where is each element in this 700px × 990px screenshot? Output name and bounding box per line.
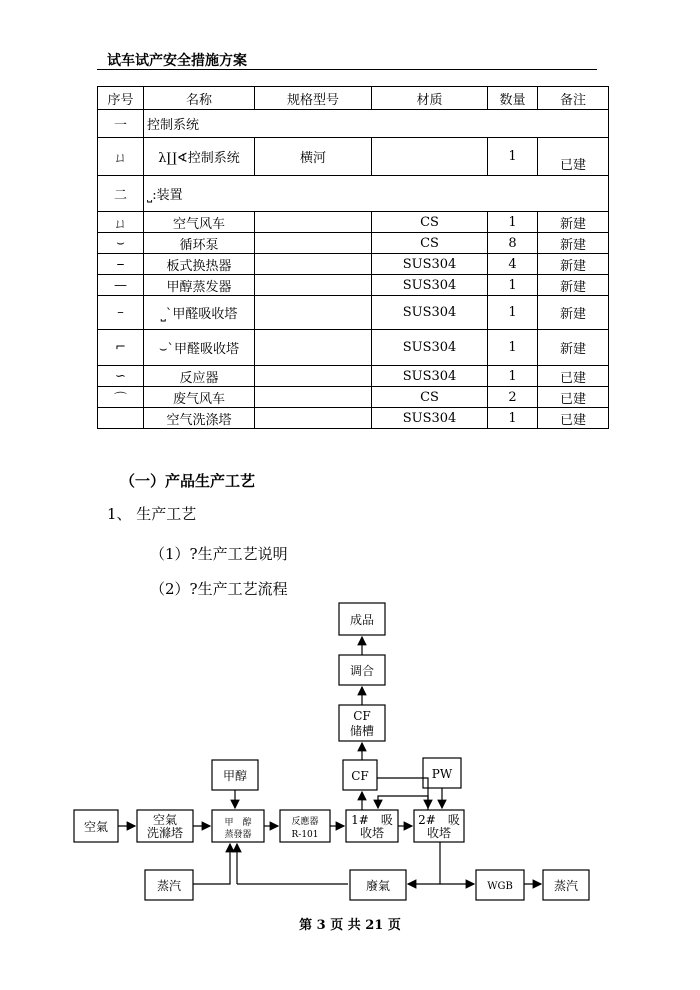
cell-qty: 1 <box>488 330 538 366</box>
cell-name: 空气洗涤塔 <box>144 408 255 429</box>
arrow-abs2-to-abs1 <box>378 796 428 810</box>
cell-qty: 1 <box>488 296 538 330</box>
cell-no: ∽ <box>98 366 144 387</box>
page-header-title: 试车试产安全措施方案 <box>107 53 247 69</box>
label-reactor-1: 反應器 <box>291 817 319 827</box>
item-heading: 1、 生产工艺 <box>107 505 197 523</box>
cell-no: ㄩ <box>98 138 144 176</box>
label-wgb: WGB <box>487 881 513 892</box>
label-steam-right: 蒸汽 <box>553 879 579 893</box>
arrow-steam-to-evap-1 <box>193 844 230 884</box>
label-washer-2: 洗滌塔 <box>146 826 184 840</box>
sub-item-flow: （2）?生产工艺流程 <box>150 580 288 598</box>
cell-note: 已建 <box>538 366 609 387</box>
label-methanol: 甲醇 <box>222 769 248 783</box>
cell-note: 已建 <box>538 138 609 176</box>
cell-name: 废气风车 <box>144 387 255 408</box>
label-product: 成品 <box>349 613 375 627</box>
cell-name: 循环泵 <box>144 233 255 254</box>
cell-note: 已建 <box>538 387 609 408</box>
cell-material: CS <box>372 387 488 408</box>
cell-note: 新建 <box>538 275 609 296</box>
cell-no: ⌐ <box>98 330 144 366</box>
page-footer: 第 3 页 共 21 页 <box>299 918 401 933</box>
cell-material: SUS304 <box>372 275 488 296</box>
cell-note: 新建 <box>538 330 609 366</box>
cell-name: 反应器 <box>144 366 255 387</box>
label-abs2-1: 2# 吸 <box>418 813 460 827</box>
label-evap-1: 甲 醇 <box>224 818 252 828</box>
cell-name: 空气风车 <box>144 212 255 233</box>
label-air: 空氣 <box>83 820 109 834</box>
col-header-note: 备注 <box>538 87 609 110</box>
section-no: 一 <box>98 110 144 138</box>
cell-name: ⎵`甲醛吸收塔 <box>144 296 255 330</box>
cell-material: CS <box>372 233 488 254</box>
col-header-qty: 数量 <box>488 87 538 110</box>
cell-note: 新建 <box>538 233 609 254</box>
cell-qty: 1 <box>488 408 538 429</box>
label-cf-tank-2: 储槽 <box>349 724 375 738</box>
section-label: ⎵:装置 <box>144 176 609 212</box>
arrow-cf-to-abs2 <box>377 778 428 808</box>
label-pw: PW <box>431 767 453 781</box>
cell-qty: 1 <box>488 138 538 176</box>
cell-name: ⌣`甲醛吸收塔 <box>144 330 255 366</box>
cell-note: 已建 <box>538 408 609 429</box>
cell-no: ⎯ <box>98 254 144 275</box>
label-reactor-2: R-101 <box>291 830 319 840</box>
cell-no: ㄩ <box>98 212 144 233</box>
cell-note: 新建 <box>538 212 609 233</box>
label-cf: CF <box>351 769 369 783</box>
cell-note: 新建 <box>538 296 609 330</box>
cell-no: – <box>98 296 144 330</box>
cell-qty: 4 <box>488 254 538 275</box>
label-evap-2: 蒸發器 <box>224 830 252 840</box>
col-header-no: 序号 <box>98 87 144 110</box>
label-washer-1: 空氣 <box>152 813 178 827</box>
cell-material: SUS304 <box>372 330 488 366</box>
cell-spec: 横河 <box>255 138 372 176</box>
section-no: 二 <box>98 176 144 212</box>
label-steam-left: 蒸汽 <box>156 879 182 893</box>
sub-item-description: （1）?生产工艺说明 <box>150 545 288 563</box>
cell-note: 新建 <box>538 254 609 275</box>
label-abs1-2: 收塔 <box>359 826 385 840</box>
label-waste-gas: 廢氣 <box>365 879 391 893</box>
col-header-spec: 规格型号 <box>255 87 372 110</box>
cell-qty: 1 <box>488 275 538 296</box>
cell-qty: 1 <box>488 366 538 387</box>
label-abs1-1: 1# 吸 <box>351 813 393 827</box>
label-abs2-2: 收塔 <box>426 826 452 840</box>
section-label: 控制系统 <box>144 110 609 138</box>
cell-no: — <box>98 275 144 296</box>
cell-name: 板式换热器 <box>144 254 255 275</box>
cell-qty: 2 <box>488 387 538 408</box>
cell-material: CS <box>372 212 488 233</box>
label-blend: 调合 <box>349 664 375 678</box>
col-header-name: 名称 <box>144 87 255 110</box>
cell-material: SUS304 <box>372 296 488 330</box>
col-header-material: 材质 <box>372 87 488 110</box>
cell-material: SUS304 <box>372 408 488 429</box>
cell-qty: 8 <box>488 233 538 254</box>
cell-qty: 1 <box>488 212 538 233</box>
label-cf-tank-1: CF <box>353 709 371 723</box>
cell-no: ⌒ <box>98 387 144 408</box>
cell-name: λ∐∢控制系统 <box>144 138 255 176</box>
cell-no: ⌣ <box>98 233 144 254</box>
cell-material: SUS304 <box>372 366 488 387</box>
section-heading: （一）产品生产工艺 <box>120 472 256 490</box>
cell-name: 甲醇蒸发器 <box>144 275 255 296</box>
cell-material: SUS304 <box>372 254 488 275</box>
